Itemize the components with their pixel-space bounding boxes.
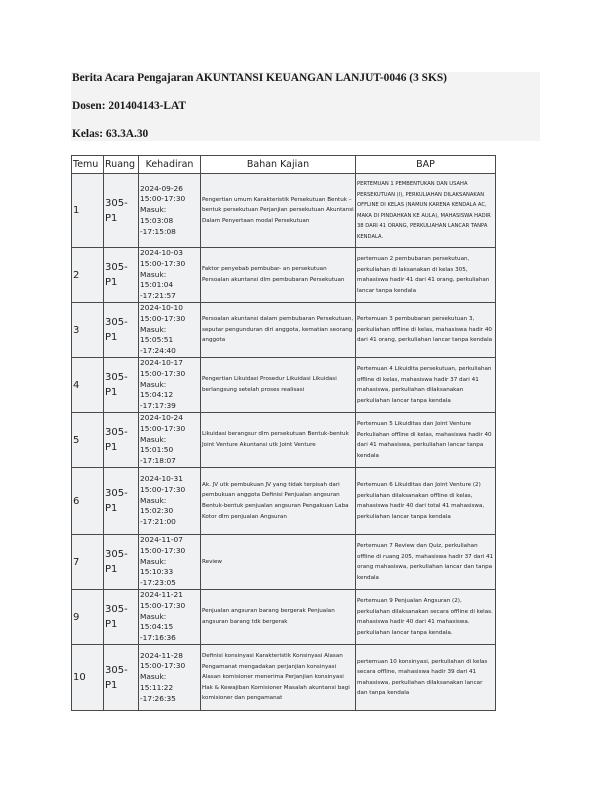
- cell-temu: 4: [72, 358, 104, 413]
- cell-ruang: 305-P1: [104, 468, 139, 535]
- cell-bap: pertemuan 2 pembubaran persekutuan, perkuliahan di laksanakan di kelas 305, mahasiswa hadir 41 dari 41 orang, perkuliahan lancar tanpa kendala: [356, 248, 496, 303]
- table-row: [72, 358, 496, 413]
- cell-bap: Pertemuan 4 Likuidita persekutuan, perkuliahan offline di kelas, mahasiswa hadir 37 dari 41 mahasiswa, perkuliahan dilaksanakan perkuliahan lancar tanpa kendala: [356, 358, 496, 413]
- cell-bahan-kajian: Persoalan akuntansi dalam pembubaran Persekutuan, seputar pengunduran diri anggota, kematian seorang anggota: [201, 303, 356, 358]
- col-header-kehadiran: Kehadiran: [139, 156, 201, 174]
- cell-ruang: 305-P1: [104, 303, 139, 358]
- cell-temu: 5: [72, 413, 104, 468]
- cell-bap: Pertemuan 3 pembubaran persekutuan 3, perkuliahan offline di kelas, mahasiswa hadir 40 dari 41 orang, perkuliahan lancar tanpa kendala: [356, 303, 496, 358]
- col-header-temu: Temu: [72, 156, 104, 174]
- cell-ruang: 305-P1: [104, 413, 139, 468]
- cell-bahan-kajian: Ak. JV utk pembukuan JV yang tidak terpisah dari pembukuan anggota Definisi Penjualan angsuran Bentuk-bentuk penjualan angsuran Pengakuan Laba Kotor dlm penjualan Angsuran: [201, 468, 356, 535]
- cell-kehadiran: 2024-10-24 15:00-17:30 Masuk: 15:01:50 -17:18:07: [139, 413, 201, 468]
- cell-bap: Pertemuan 6 Likuiditas dan Joint Venture (2) perkuliahan dilaksanakan offline di kelas, mahasiswa hadir 40 dari total 41 mahasiswa, perkuliahan lancar tanpa kendala: [356, 468, 496, 535]
- cell-temu: 3: [72, 303, 104, 358]
- cell-bahan-kajian: Likuidasi berangsur dlm persekutuan Bentuk-bentuk Joint Venture Akuntansi utk Joint Venture: [201, 413, 356, 468]
- col-header-ruang: Ruang: [104, 156, 139, 174]
- cell-temu: 1: [72, 174, 104, 248]
- cell-ruang: 305-P1: [104, 248, 139, 303]
- cell-bahan-kajian: Definisi konsinyasi Karakteristik Konsinyasi Alasan Pengamanat mengadakan perjanjian konsinyasi Alasan komisioner menerima Perjanjian konsinyasi Hak & Kewajiban Komisioner Masalah akuntansi bagi komisioner dan pengamanat: [201, 645, 356, 711]
- cell-kehadiran: 2024-10-10 15:00-17:30 Masuk: 15:05:51 -17:24:40: [139, 303, 201, 358]
- cell-bap: PERTEMUAN 1 PEMBENTUKAN DAN USAHA PERSEKUTUAN (I), PERKULIAHAN DILAKSANAKAN OFFLINE DI KELAS (NAMUN KARENA KENDALA AC, MAKA DI PINDAHKAN KE AULA), MAHASISWA HADIR 38 DARI 41 ORANG, PERKULIAHAN LANCAR TANPA KENDALA.: [356, 174, 496, 248]
- report-header: [71, 72, 540, 141]
- cell-bahan-kajian: Penjualan angsuran barang bergerak Penjualan angsuran barang tdk bergerak: [201, 590, 356, 645]
- cell-kehadiran: 2024-11-28 15:00-17:30 Masuk: 15:11:22 -17:26:35: [139, 645, 201, 711]
- cell-temu: 9: [72, 590, 104, 645]
- cell-bap: Pertemuan 9 Penjualan Angsuran (2), perkuliahan dilaksanakan secara offline di kelas. mahasiswa hadir 40 dari 41 mahasiswa. perkuliahan lancar tanpa kendala.: [356, 590, 496, 645]
- table-row: [72, 303, 496, 358]
- cell-ruang: 305-P1: [104, 590, 139, 645]
- class-line: Kelas: 63.3A.30: [72, 128, 149, 140]
- lecturer-line: Dosen: 201404143-LAT: [72, 100, 187, 112]
- cell-bap: Pertemuan 7 Review dan Quiz, perkuliahan offline di ruang 205, mahasiswa hadir 37 dari 41 orang mahasiswa, perkuliahan lancar dan tanpa kendala: [356, 535, 496, 590]
- bap-table: [71, 155, 496, 711]
- cell-temu: 2: [72, 248, 104, 303]
- cell-kehadiran: 2024-10-17 15:00-17:30 Masuk: 15:04:12 -17:17:39: [139, 358, 201, 413]
- cell-ruang: 305-P1: [104, 174, 139, 248]
- cell-temu: 6: [72, 468, 104, 535]
- cell-bap: pertemuan 10 konsinyasi, perkuliahan di kelas secara offline, mahasiswa hadir 39 dari 41 mahasiswa, perkuliahan dilaksanakan lancar dan tanpa kendala: [356, 645, 496, 711]
- cell-bahan-kajian: Review: [201, 535, 356, 590]
- cell-bahan-kajian: Pengertian Likuidasi Prosedur Likuidasi Likuidasi berlangsung setelah proses realisasi: [201, 358, 356, 413]
- col-header-bahan-kajian: Bahan Kajian: [201, 156, 356, 174]
- cell-bahan-kajian: Pengertian umum Karakteristik Persekutuan Bentuk – bentuk persekutuan Perjanjian persekutuan Akuntansi Dalam Penyertaan modal Persekutuan: [201, 174, 356, 248]
- cell-kehadiran: 2024-10-31 15:00-17:30 Masuk: 15:02:30 -17:21:00: [139, 468, 201, 535]
- cell-bahan-kajian: Faktor penyebab pembubar- an persekutuan Persoalan akuntansi dlm pembubaran Persekutuan: [201, 248, 356, 303]
- cell-temu: 7: [72, 535, 104, 590]
- cell-ruang: 305-P1: [104, 645, 139, 711]
- cell-temu: 10: [72, 645, 104, 711]
- cell-kehadiran: 2024-09-26 15:00-17:30 Masuk: 15:03:08 -17:15:08: [139, 174, 201, 248]
- table-row: [72, 535, 496, 590]
- cell-bap: Pertemuan 5 Likuiditas dan Joint Venture Perkuliahan offline di kelas, mahasiswa hadir 40 dari 41 mahasiswa, perkuliahan lancar tanpa kendala: [356, 413, 496, 468]
- table-row: [72, 468, 496, 535]
- cell-kehadiran: 2024-10-03 15:00-17:30 Masuk: 15:01:04 -17:21:57: [139, 248, 201, 303]
- table-row: [72, 174, 496, 248]
- table-row: [72, 248, 496, 303]
- report-title: Berita Acara Pengajaran AKUNTANSI KEUANGAN LANJUT-0046 (3 SKS): [72, 72, 447, 84]
- cell-ruang: 305-P1: [104, 358, 139, 413]
- cell-kehadiran: 2024-11-07 15:00-17:30 Masuk: 15:10:33 -17:23:05: [139, 535, 201, 590]
- table-row: [72, 645, 496, 711]
- table-row: [72, 590, 496, 645]
- table-row: [72, 413, 496, 468]
- table-header-row: [72, 156, 496, 174]
- col-header-bap: BAP: [356, 156, 496, 174]
- cell-kehadiran: 2024-11-21 15:00-17:30 Masuk: 15:04:15 -17:16:36: [139, 590, 201, 645]
- cell-ruang: 305-P1: [104, 535, 139, 590]
